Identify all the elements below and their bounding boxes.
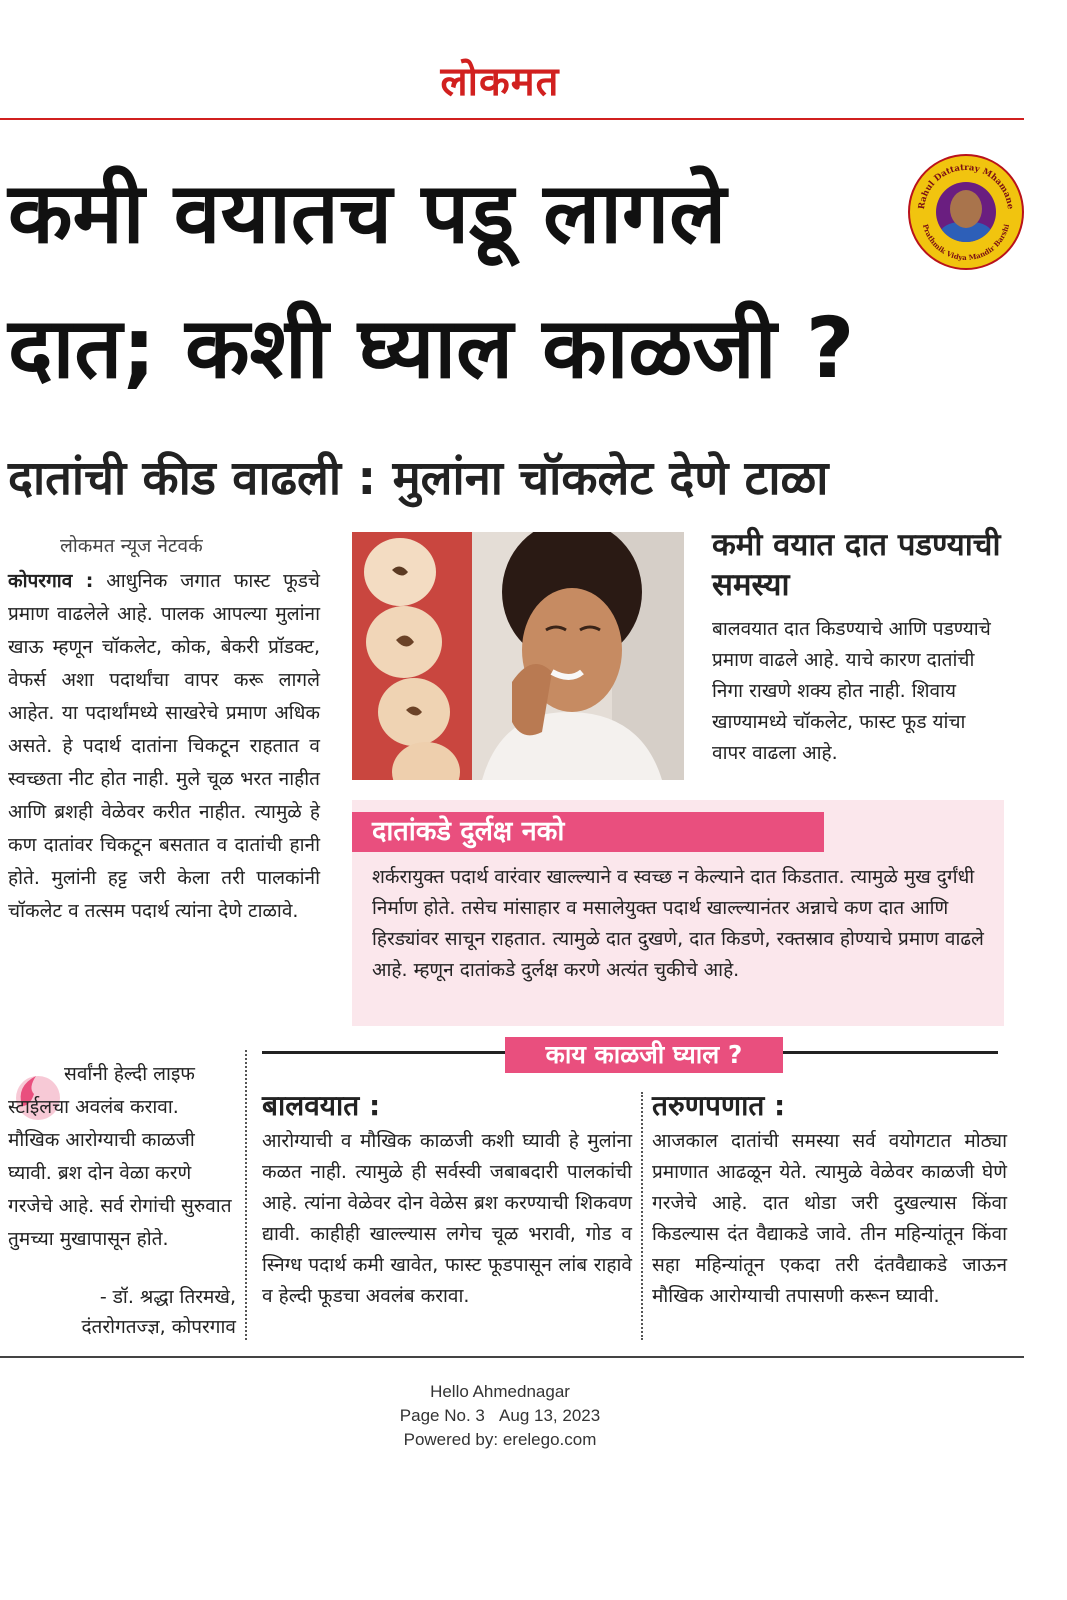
youth-title: तरुणपणात : [652, 1089, 786, 1122]
footer-page: Page No. 3 [399, 1406, 485, 1425]
epaper-footer [0, 1380, 1000, 1452]
column-divider [641, 1092, 643, 1340]
side-article-title: कमी वयात दात पडण्याची समस्या [712, 527, 1001, 603]
dateline-place: कोपरगाव : [8, 570, 94, 592]
footer-source: Hello Ahmednagar [430, 1382, 570, 1401]
svg-text:Rahul Dattatray Mhamane [917, 163, 1015, 211]
warning-box-label: दातांकडे दुर्लक्ष नको [352, 812, 824, 852]
footer-powered: Powered by: erelego.com [403, 1430, 597, 1449]
childhood-body: आरोग्याची व मौखिक काळजी कशी घ्यावी हे मुलांना कळत नाही. त्यामुळे ही सर्वस्वी जबाबदारी पालकांची आहे. त्यांना वेळेवर दोन वेळेस ब्रश करण्याची शिकवण द्यावी. काहीही खाल्ल्यास लगेच चूळ भरावी, गोड व स्निग्ध पदार्थ कमी खावेत, फास्ट फूडपासून लांब राहावे व हेल्दी फूडचा अवलंब करावा. [262, 1130, 632, 1307]
footer-page-line [0, 1404, 1000, 1428]
care-section-label: काय काळजी घ्याल ? [505, 1037, 783, 1073]
svg-text:Prathmik Vidya Mandir Barshi [921, 223, 1011, 262]
expert-quote [8, 1058, 236, 1256]
warning-box-body: शर्करायुक्त पदार्थ वारंवार खाल्ल्याने व स्वच्छ न केल्याने दात किडतात. त्यामुळे मुख दुर्गंधी निर्माण होते. तसेच मांसाहार व मसालेयुक्त पदार्थ खाल्ल्यानंतर अन्नाचे कण दात आणि हिरड्यांवर साचून राहतात. त्यामुळे दात दुखणे, दात किडणे, रक्तस्राव होण्याचे प्रमाण वाढले आहे. म्हणून दातांकडे दुर्लक्ष करणे अत्यंत चुकीचे आहे. [372, 866, 984, 981]
bottom-rule [0, 1356, 1024, 1358]
profile-seal [908, 154, 1024, 270]
newspaper-masthead: लोकमत [440, 58, 560, 105]
column-divider [245, 1050, 247, 1340]
seal-text-top: Rahul Dattatray Mhamane [916, 162, 1015, 210]
top-rule [0, 118, 1024, 120]
expert-signature [8, 1282, 236, 1342]
footer-date: Aug 13, 2023 [499, 1406, 601, 1425]
sub-headline: दातांची कीड वाढली : मुलांना चॉकलेट देणे टाळा [8, 451, 829, 506]
tooth-pain-photo [352, 532, 684, 780]
expert-name: - डॉ. श्रद्धा तिरमखे, [99, 1286, 236, 1308]
headline-line-1: कमी वयातच पडू लागले [8, 164, 727, 262]
side-article-body: बालवयात दात किडण्याचे आणि पडण्याचे प्रमाण वाढले आहे. याचे कारण दातांची निगा राखणे शक्य होत नाही. शिवाय खाण्यामध्ये चॉकलेट, फास्ट फूड यांचा वापर वाढला आहे. [712, 618, 991, 764]
byline: लोकमत न्यूज नेटवर्क [60, 535, 203, 557]
expert-quote-text: सर्वांनी हेल्दी लाइफ स्टाईलचा अवलंब करावा. मौखिक आरोग्याची काळजी घ्यावी. ब्रश दोन वेळा करणे गरजेचे आहे. सर्व रोगांची सुरुवात तुमच्या मुखापासून होते. [8, 1063, 232, 1250]
seal-lettering [910, 156, 1022, 268]
seal-text-bottom: Prathmik Vidya Mandir Barshi [920, 223, 1012, 263]
youth-body: आजकाल दातांची समस्या सर्व वयोगटात मोठ्या प्रमाणात आढळून येते. त्यामुळे वेळेवर काळजी घेणे गरजेचे आहे. दात थोडा जरी दुखल्यास किंवा किडल्यास दंत वैद्याकडे जावे. तीन महिन्यांतून किंवा सहा महिन्यांतून एकदा तरी दंतवैद्याकडे जाऊन मौखिक आरोग्याची तपासणी करून घ्यावी. [652, 1130, 1007, 1307]
main-article-body [8, 565, 320, 928]
expert-role: दंतरोगतज्ज्ञ, कोपरगाव [81, 1316, 236, 1338]
main-article-text: आधुनिक जगात फास्ट फूडचे प्रमाण वाढलेले आहे. पालक आपल्या मुलांना खाऊ म्हणून चॉकलेट, कोक, बेकरी प्रॉडक्ट, वेफर्स अशा पदार्थांचा वापर करू लागले आहेत. या पदार्थांमध्ये साखरेचे प्रमाण अधिक असते. हे पदार्थ दातांना चिकटून राहतात व स्वच्छता नीट होत नाही. मुले चूळ भरत नाहीत आणि ब्रशही वेळेवर करीत नाहीत. त्यामुळे हे कण दातांवर चिकटून बसतात व दातांची हानी होते. मुलांनी हट्ट जरी केला तरी पालकांनी चॉकलेट व तत्सम पदार्थ त्यांना देणे टाळावे. [8, 570, 320, 922]
headline-line-2: दात; कशी घ्याल काळजी ? [8, 299, 855, 397]
childhood-title: बालवयात : [262, 1089, 381, 1122]
